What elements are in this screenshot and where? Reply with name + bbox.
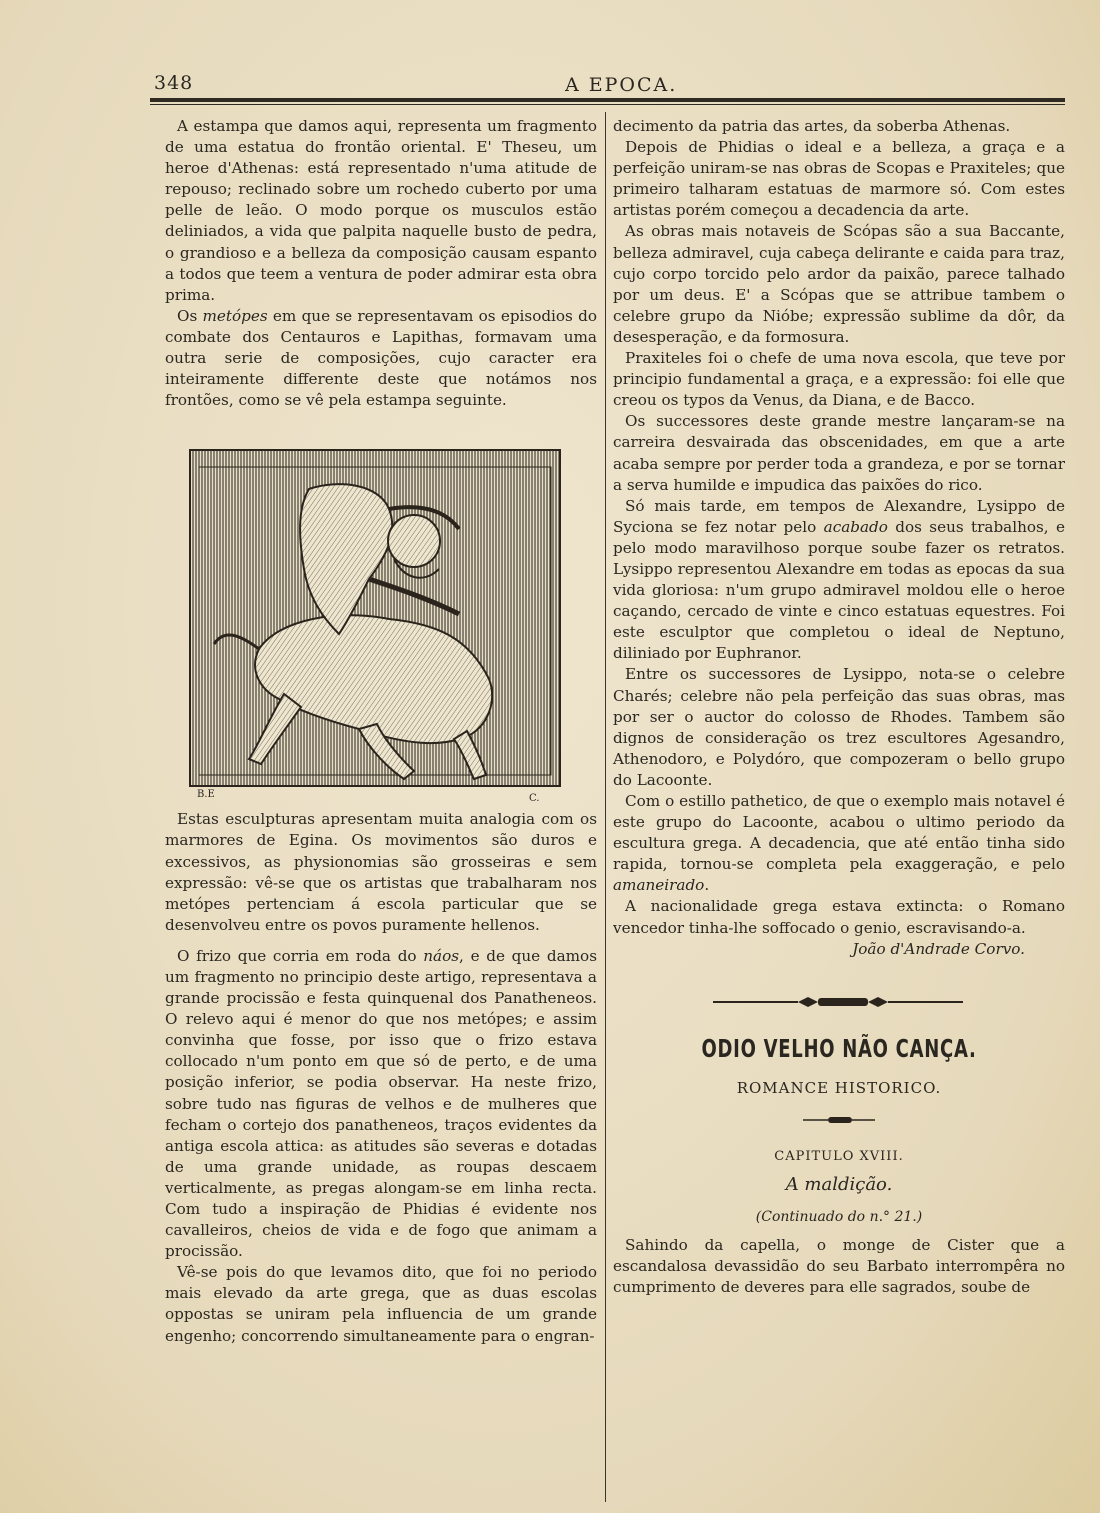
chapter-heading: CAPITULO XVIII.	[774, 1148, 904, 1164]
paragraph	[165, 946, 597, 1262]
text-run: O frizo que corria em roda do	[177, 946, 424, 965]
chapter-title: A maldição.	[785, 1173, 893, 1195]
ornament-divider	[613, 994, 1065, 1010]
italic-term: acabado	[823, 517, 888, 536]
italic-term: amaneirado	[613, 876, 705, 895]
paragraph	[613, 791, 1065, 896]
text-run: , e de que damos um fragmento no principio deste artigo, representava a grande procissão e festa quinquenal dos Panatheneos. O relevo aqui é menor do que nos metópes; e assim convinha que fosse, por isso que o frizo estava collocado n'um ponto em que só de perto, e de uma posição inferior, se podia observar. Ha neste frizo, sobre tudo nas figuras de velhos e de mulheres que fecham o cortejo dos panatheneos, traços evidentes da antiga escola attica: as atitudes são severas e dotadas de uma grande unidade, as roupas descaem verticalmente, as pregas alongam-se em linha recta. Com tudo a inspiração de Phidias é evidente nos cavalleiros, cheios de vida e de fogo que animam a procissão.	[165, 946, 597, 1261]
engraver-signature-right: C.	[529, 793, 540, 805]
italic-term: náos	[423, 946, 460, 965]
right-column	[613, 116, 1065, 1298]
italic-term: metópes	[202, 306, 268, 325]
story-title: ODIO VELHO NÃO CANÇA.	[701, 1033, 977, 1063]
engraver-signature-left: B.E	[197, 789, 215, 801]
text-run: em que se representavam os episodios do combate dos Centauros e Lapithas, formavam uma outra serie de composições, cujo caracter era inteiramente differente deste que notámos nos frontões, como se vê pela estampa seguinte.	[165, 306, 597, 410]
text-run: Só mais tarde, em tempos de Alexandre, Lysippo de Syciona se fez notar pelo	[613, 496, 1065, 536]
journal-title: A EPOCA.	[565, 74, 678, 96]
paragraph: Os successores deste grande mestre lançaram-se na carreira desvairada das obscenidades, em que a arte acaba sempre por perder toda a grandeza, e por se tornar a serva humilde e impudica das paixões do rico.	[613, 412, 1065, 494]
paragraph: Sahindo da capella, o monge de Cister que a escandalosa devassidão do seu Barbato interrompêra no cumprimento de deveres para elle sagrados, soube de	[613, 1235, 1065, 1296]
paragraph: Vê-se pois do que levamos dito, que foi no periodo mais elevado da arte grega, que as duas escolas oppostas se uniram pela influencia de um grande engenho; concorrendo simultaneamente para o engran-	[165, 1263, 597, 1345]
column-divider	[605, 112, 606, 1502]
page-number: 348	[154, 72, 194, 94]
paragraph: decimento da patria das artes, da soberba Athenas.	[613, 117, 1011, 135]
author-signature: João d'Andrade Corvo.	[852, 939, 1025, 958]
page-header	[150, 68, 1065, 98]
header-rule-thick	[150, 98, 1065, 102]
paragraph: As obras mais notaveis de Scópas são a sua Baccante, belleza admiravel, cuja cabeça delirante e caida para traz, cujo corpo torcido pelo ardor da paixão, parece talhado por um deus. E' a Scópas que se attribue tambem o celebre grupo da Nióbe; expressão sublime da dôr, da desesperação, e da formosura.	[613, 222, 1065, 346]
continued-note: (Continuado do n.° 21.)	[755, 1208, 923, 1225]
paragraph: Depois de Phidias o ideal e a belleza, a graça e a perfeição uniram-se nas obras de Scopas e Praxiteles; que primeiro talharam estatuas de marmore só. Com estes artistas porém começou a decadencia da arte.	[613, 138, 1065, 220]
left-column	[165, 116, 597, 1347]
engraving-figure	[189, 449, 579, 809]
paragraph: A estampa que damos aqui, representa um fragmento de uma estatua do frontão oriental. E' Theseu, um heroe d'Athenas: está representado n'uma atitude de repouso; reclinado sobre um rochedo cuberto por uma pelle de leão. O modo porque os musculos estão deliniados, a vida que palpita naquelle busto de pedra, o grandioso e a belleza da composição causam espanto a todos que teem a ventura de poder admirar esta obra prima.	[165, 117, 597, 304]
small-ornament-divider	[613, 1115, 1065, 1125]
header-rule-thin	[150, 104, 1065, 105]
paragraph: Praxiteles foi o chefe de uma nova escola, que teve por principio fundamental a graça, e a expressão: foi elle que creou os typos da Venus, da Diana, e de Bacco.	[613, 349, 1065, 410]
text-run: Os	[177, 306, 203, 325]
paragraph	[165, 306, 597, 411]
text-run: Com o estillo pathetico, de que o exemplo mais notavel é este grupo do Lacoonte, acabou o ultimo periodo da escultura grega. A decadencia, que até então tinha sido rapida, tornou-se completa pela exaggeração, e pelo	[613, 792, 1065, 874]
paragraph: A nacionalidade grega estava extincta: o Romano vencedor tinha-lhe soffocado o genio, escravisando-a.	[613, 897, 1065, 937]
paragraph: Entre os successores de Lysippo, nota-se o celebre Charés; celebre não pela perfeição das suas obras, mas por ser o auctor do colosso de Rhodes. Tambem são dignos de consideração os trez escultores Agesandro, Athenodoro, e Polydóro, que compozeram o bello grupo do Lacoonte.	[613, 665, 1065, 789]
text-run: dos seus trabalhos, e pelo modo maravilhoso porque soube fazer os retratos. Lysippo representou Alexandre em todas as epocas da sua vida gloriosa: n'um grupo admiravel moldou elle o heroe caçando, cercado de vinte e cinco estatuas equestres. Foi este esculptor que completou o ideal de Neptuno, diliniado por Euphranor.	[613, 517, 1065, 663]
paragraph: Estas esculpturas apresentam muita analogia com os marmores de Egina. Os movimentos são duros e excessivos, as physionomias são grosseiras e sem expressão: vê-se que os artistas que trabalharam nos metópes pertenciam á escola particular que se desenvolveu entre os povos puramente hellenos.	[165, 810, 597, 934]
text-run: .	[704, 876, 710, 895]
centaur-lapith-engraving	[189, 449, 561, 787]
paragraph	[613, 496, 1065, 665]
story-subtitle: ROMANCE HISTORICO.	[736, 1078, 942, 1097]
